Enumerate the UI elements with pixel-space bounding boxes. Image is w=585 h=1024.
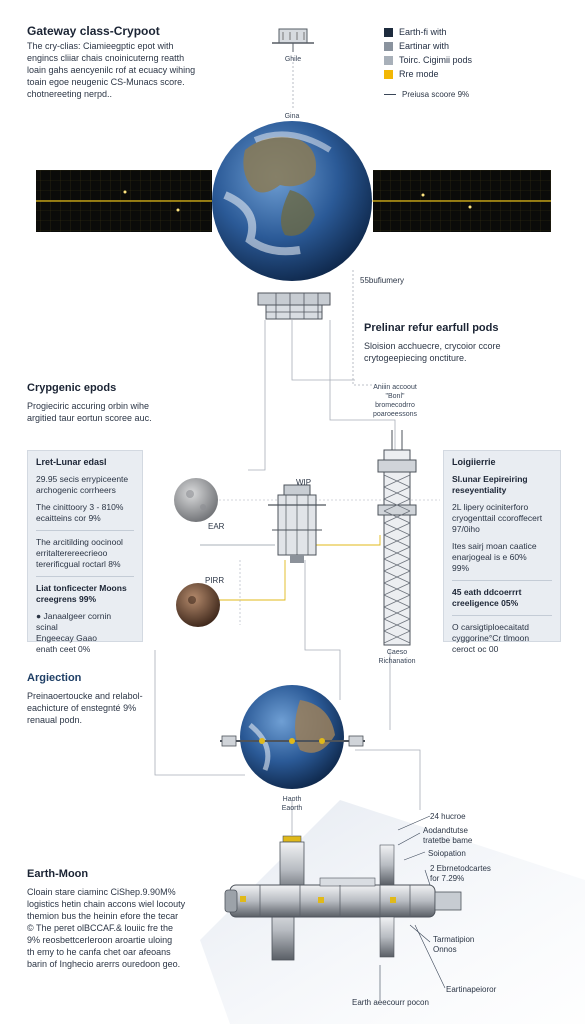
section-earth-moon [27,868,227,970]
callout-label: Earth aeecourr pocon [352,998,429,1007]
callout-label: Tarmatipion Onnos [433,935,475,954]
tower-label: Caeso Richanation [378,649,416,665]
panel-block: O carsigtiploecaitatd cyggorine°Cr tlmoon ceroct oc 00 [452,622,530,654]
callout-label: Aodandtutse tratetbe bame [423,826,473,845]
panel-divider [452,615,552,616]
section-body: Sloision acchuecre, crycoior ccore crytogeepiecing onctiture. [364,341,501,363]
earth-top-label: Gina [284,113,300,120]
pirr-label: PIRR [205,576,225,585]
callout-label: 24 hucroe [430,812,466,821]
connector-line [355,750,420,810]
connector-line [248,320,265,470]
section-argiection [27,672,207,726]
connector-line [305,560,340,700]
panel-block: The arcitilding oocinool erritalterereecrieoo tererificgual roctarl 8% [36,537,123,569]
panel-divider [36,530,134,531]
panel-divider [452,580,552,581]
legend-item: Toirc. Cigimii pods [384,53,524,67]
callout-label: Soiopation [428,849,466,858]
intro-line: The cry-clias: Ciamieegptic epot with [27,41,174,51]
antenna-label: Aniiin accoout "Bonl" bromecodrro poaroeessons [373,384,417,418]
top-module-label: Ghile [284,56,302,63]
right-info-panel [443,450,561,654]
ear-label: EAR [208,522,225,531]
wip-label: WIP [296,478,312,487]
panel-block: Liat tonficecter Moons creegrens 99% [36,583,127,604]
callout-label: 2 Ebrnetodcartes for 7.29% [430,864,491,883]
section-prelunar [364,322,564,364]
legend-note: Preiusa scoore 9% [384,89,469,101]
earth-bottom-label: Haoth Eaorth [281,796,303,812]
planet-small [176,583,220,627]
element-label: 55bufiumery [360,276,405,285]
panel-title: Loigiierrie [452,457,496,467]
earth-large [212,121,372,281]
section-title: Prelinar refur earfull pods [364,322,499,334]
solar-panel-right [373,170,551,232]
callout-label: Eartinapeioror [446,985,497,994]
section-cryogenic [27,382,227,424]
panel-block: 45 eath ddcoerrrt creeligence 05% [452,587,522,608]
panel-block: 2L lipery ociniterforo cryogenttail ccoroffecert 97/0iho [452,502,543,534]
left-info-panel [27,450,143,654]
intro-line: toain egoe neugenic CS-Munacs score. [27,77,185,87]
central-station [268,485,326,563]
panel-block: ● Janaalgeer cornin scinal Engeecay Gaao enath ceet 0% [36,611,112,654]
panel-block: The cinittoory 3 - 810% ecaitteins cor 9% [36,502,124,523]
panel-title: Lret-Lunar edasl [36,457,107,467]
section-title: Earth-Moon [27,868,89,880]
intro-line: chotnereeting nerpd.. [27,89,113,99]
section-title: Crypgenic epods [27,382,117,394]
intro-line: loain gahs aencyenilc rof at ecuacy wihing [27,65,196,75]
connector-line [292,320,355,380]
moon [174,478,218,522]
truss-module [258,293,330,319]
page-title: Gateway class-Crypoot [27,24,160,38]
top-module [272,29,314,52]
earth-bottom [240,685,344,789]
panel-divider [36,576,134,577]
section-body: Cloain stare ciaminc CiShep.9.90M% logistics hetin chain accons wiel locouty themion bus the heinin efore the tecar © The peret olBCCAF.& louiic fre the 9% reosbettcerleroon aroartie uloing th emy to he canfa chet oar afeoans barin of Inghecio arerrs ouredoon geo. [27,887,186,969]
section-body: Progieciric accuring orbin wihe argitied taur eortun scoree auc. [27,401,152,423]
section-title: Argiection [27,672,82,684]
legend-item: Rre mode [384,67,524,81]
legend-item: Earth-fi with [384,25,524,39]
legend-item: Eartinar with [384,39,524,53]
panel-block: Ites sairj moan caatice enarjogeal is e 60% 99% [452,541,537,573]
section-body: Preinaoertoucke and relabol- eachicture of enstegnté 9% renaual podn. [27,691,143,725]
panel-block: Sl.unar Eepireiring reseyentiality [452,474,528,495]
panel-block: 29.95 secis errypiceente archogenic corrheers [36,474,129,495]
intro-line: engincs cliiar chais cnoinicuterng reatth [27,53,185,63]
solar-panel-left [36,170,212,232]
